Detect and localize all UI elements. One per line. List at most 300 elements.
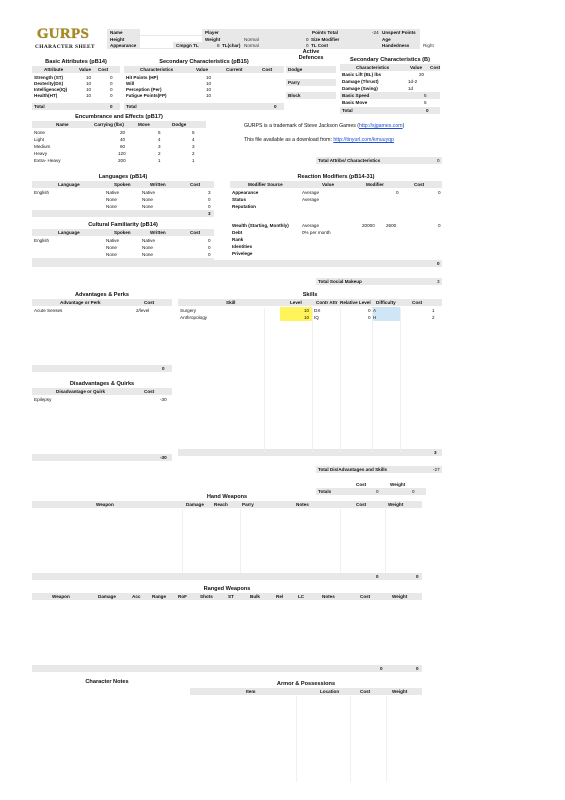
disadvantages-header: [32, 388, 172, 395]
language-cost: 0: [208, 204, 211, 209]
disadvantage-row[interactable]: [32, 396, 172, 403]
block-label: Block: [288, 93, 301, 98]
cultural-row[interactable]: [32, 251, 214, 258]
cultural-lang[interactable]: English: [34, 238, 50, 243]
secondary-pb15-header: [124, 66, 284, 73]
download-text: This file available as a download from:: [244, 137, 334, 143]
logo-subtitle: CHARACTER SHEET: [34, 44, 96, 50]
col-advantage: Advantage or Perk: [60, 300, 101, 305]
secb-value[interactable]: 5: [424, 100, 427, 105]
secb-row-bl[interactable]: [340, 71, 440, 78]
encumbrance-table: [32, 121, 206, 165]
col-characteristics: Characteristics: [356, 65, 390, 70]
col-spoken: Spoken: [114, 182, 131, 187]
tl-cost-label: TL Cost: [311, 43, 329, 48]
hand-weapons-table: [32, 501, 422, 581]
skills-table: [178, 299, 442, 457]
cultural-row[interactable]: [32, 237, 214, 244]
secondary-pb15-table: [124, 66, 284, 112]
col-written: Written: [150, 230, 166, 235]
col-dodge: Dodge: [172, 122, 187, 127]
reaction-row-appearance[interactable]: [230, 189, 442, 196]
basic-attributes-header: [32, 66, 120, 73]
col-contr-attr: Contr Attr: [316, 300, 338, 305]
cultural-spoken[interactable]: None: [106, 245, 117, 250]
attr-value[interactable]: 10: [86, 93, 92, 98]
skill-diff[interactable]: H: [373, 315, 377, 320]
enc-row-medium: [32, 143, 206, 150]
cultural-cost: 0: [208, 238, 211, 243]
social-subtotal: 0: [437, 261, 440, 266]
reaction-table: [230, 181, 442, 211]
grid-line: [312, 308, 313, 452]
col-rel: Rel: [276, 594, 284, 599]
sec-name: Hit Points (HP): [126, 75, 159, 80]
handedness-value[interactable]: Right: [423, 43, 434, 48]
skill-row[interactable]: [178, 307, 442, 314]
language-spoken[interactable]: None: [106, 204, 117, 209]
enc-move: 5: [158, 130, 161, 135]
tl-cost-value: 0: [306, 43, 309, 48]
col-value: Value: [196, 67, 209, 72]
total-dis-label: Total Dis/Advantages and Skills: [318, 467, 388, 472]
col-range: Range: [152, 594, 167, 599]
languages-header: [32, 181, 214, 188]
rank-label: Rank: [232, 237, 244, 242]
cultural-written[interactable]: None: [142, 245, 153, 250]
total-attribs-label: Total Attribs/ Characteristics: [318, 158, 381, 163]
character-notes-area[interactable]: [32, 688, 182, 784]
disadvantages-table: [32, 388, 172, 460]
secb-value[interactable]: 20: [419, 72, 425, 77]
attr-value[interactable]: 10: [86, 75, 92, 80]
cultural-spoken[interactable]: None: [106, 252, 117, 257]
disadvantage-name[interactable]: Epilepsy: [34, 397, 52, 402]
attr-cost: 0: [110, 93, 113, 98]
cultural-cost: 0: [208, 252, 211, 257]
advantages-header: [32, 299, 172, 306]
secb-name: Basic Move: [342, 100, 368, 105]
advantages-table: [32, 299, 172, 371]
hand-weapons-header: [32, 501, 422, 508]
cultural-written[interactable]: None: [142, 252, 153, 257]
attr-total-row: [32, 103, 120, 110]
skill-diff[interactable]: A: [373, 308, 377, 313]
skill-row[interactable]: [178, 314, 442, 321]
col-parry: Parry: [242, 502, 254, 507]
attr-total-value: 0: [110, 104, 113, 109]
col-relative-level: Relative Level: [340, 300, 371, 305]
reaction-value[interactable]: Average: [302, 197, 320, 202]
totals-label: Totals: [318, 489, 332, 494]
secb-total-row: [340, 107, 440, 114]
col-notes: Notes: [296, 502, 309, 507]
grid-line: [385, 509, 386, 573]
sec-name: Fatigue Points(FP): [126, 93, 167, 98]
player-label: Player: [205, 30, 219, 35]
sec-total-value: 0: [274, 104, 277, 109]
enc-dodge: 2: [192, 151, 195, 156]
rank-row[interactable]: [230, 236, 442, 243]
skill-name[interactable]: Surgery: [180, 308, 197, 313]
col-move: Move: [138, 122, 150, 127]
totals-cost-value: 0: [376, 489, 379, 494]
reaction-row-status[interactable]: [230, 196, 442, 203]
wealth-start[interactable]: 20000: [362, 223, 375, 228]
enc-name: Extra- Heavy: [34, 158, 61, 163]
age-label: Age: [382, 37, 391, 42]
enc-dodge: 1: [192, 158, 195, 163]
identities-row[interactable]: [230, 243, 442, 250]
grid-line: [340, 509, 341, 573]
logo-title: GURPS: [36, 26, 90, 42]
disadvantage-cost: -30: [160, 397, 167, 402]
col-cost: Cost: [190, 182, 201, 187]
language-row[interactable]: [32, 203, 214, 210]
attr-cost: 0: [110, 75, 113, 80]
handedness-label: Handedness: [382, 43, 410, 48]
totals-weight-label: Weight: [390, 482, 406, 487]
skill-rel[interactable]: 0: [368, 315, 371, 320]
col-language: Language: [58, 230, 80, 235]
debt-row[interactable]: [230, 229, 442, 236]
enc-name: Medium: [34, 144, 51, 149]
enc-move: 4: [158, 137, 161, 142]
enc-row-extra-heavy: [32, 157, 206, 164]
col-spoken: Spoken: [114, 230, 131, 235]
reaction-title: Reaction Modifiers (pB14-31): [297, 174, 375, 180]
col-attribute: Attribute: [44, 67, 64, 72]
ranged-weapons-total-row: [32, 665, 422, 672]
wealth-label: Wealth (Starting, Monthly): [232, 223, 289, 228]
download-link[interactable]: http://tinyurl.com/kmuuyqp: [333, 137, 394, 143]
secondary-pb15-title: Secondary Characteristics (pB15): [159, 59, 249, 65]
sec-row-fp[interactable]: [124, 92, 284, 99]
col-difficulty: Difficulty: [376, 300, 396, 305]
col-notes: Notes: [322, 594, 335, 599]
skill-attr[interactable]: DX: [314, 308, 321, 313]
disadvantages-title: Disadvantages & Quirks: [69, 381, 135, 387]
skill-name[interactable]: Anthropology: [180, 315, 208, 320]
attr-cost: 0: [110, 87, 113, 92]
col-cost: Cost: [262, 67, 273, 72]
col-lc: LC: [298, 594, 305, 599]
col-cost: Cost: [412, 300, 423, 305]
active-defences-title: [288, 49, 334, 61]
skill-rel[interactable]: 0: [368, 308, 371, 313]
col-reach: Reach: [214, 502, 228, 507]
attr-name: Dexterity(DX): [34, 81, 64, 86]
active-title-line1: Active: [302, 49, 320, 55]
trademark-text: GURPS is a trademark of Steve Jackson Games (: [244, 123, 360, 129]
enc-move: 3: [158, 144, 161, 149]
sec-value[interactable]: 10: [206, 93, 212, 98]
appearance-label: Appearance: [110, 43, 137, 48]
secb-row-swing[interactable]: [340, 85, 440, 92]
cultural-written[interactable]: Native: [142, 238, 156, 243]
grid-line: [372, 308, 373, 452]
tl-char-value[interactable]: Normal: [244, 43, 259, 48]
disadvantages-total-row: [32, 454, 172, 461]
col-modifier: Modifier: [366, 182, 384, 187]
ranged-weapons-total-cost: 0: [380, 666, 383, 671]
parry-label: Parry: [288, 80, 300, 85]
reaction-cost: 0: [438, 190, 441, 195]
secb-name: Basic Speed: [342, 93, 370, 98]
languages-total: 3: [208, 211, 211, 216]
secb-name: Basic Lift (BL) lbs: [342, 72, 382, 77]
hand-weapons-title: Hand Weapons: [206, 494, 248, 500]
col-rof: RoF: [178, 594, 187, 599]
col-weapon: Weapon: [52, 594, 70, 599]
language-cost: 0: [208, 197, 211, 202]
skills-total-row: [178, 449, 442, 456]
col-st: ST: [228, 594, 234, 599]
hand-weapons-total-row: [32, 573, 422, 580]
sjgames-link[interactable]: http://sjgames.com: [359, 123, 403, 129]
col-characteristics: Characteristics: [140, 67, 174, 72]
ranged-weapons-total-weight: 0: [416, 666, 419, 671]
secb-total-label: Total: [342, 108, 353, 113]
advantages-title: Advantages & Perks: [74, 292, 130, 298]
skill-cost: 2: [432, 315, 435, 320]
language-written[interactable]: None: [142, 197, 153, 202]
reaction-name: Status: [232, 197, 247, 202]
reaction-value[interactable]: Average: [302, 190, 320, 195]
grid-line: [350, 696, 351, 782]
basic-attributes-title: Basic Attributes (pB14): [45, 59, 107, 65]
identities-label: Identities: [232, 244, 253, 249]
total-social-label: Total Social Makeup: [318, 279, 362, 284]
language-row[interactable]: [32, 189, 214, 196]
appearance-field[interactable]: [140, 42, 173, 48]
weight-label: Weight: [205, 37, 221, 42]
sec-value[interactable]: 10: [206, 81, 212, 86]
secb-value[interactable]: 1d: [408, 86, 414, 91]
totals-cost-label: Cost: [356, 482, 367, 487]
armor-header: [190, 688, 422, 695]
secb-name: Damage (Swing): [342, 86, 378, 91]
language-row[interactable]: [32, 196, 214, 203]
character-notes-title: Character Notes: [85, 679, 129, 685]
wealth-cost: 0: [438, 223, 441, 228]
debt-label: Debt: [232, 230, 243, 235]
size-modifier-label: Size Modifier: [311, 37, 340, 42]
encumbrance-header: [32, 121, 206, 128]
cultural-cost: 0: [208, 245, 211, 250]
dodge-label: Dodge: [288, 67, 303, 72]
sec-value[interactable]: 10: [206, 87, 212, 92]
reaction-row-reputation[interactable]: [230, 203, 442, 210]
total-dis-value: -27: [433, 467, 440, 472]
enc-carry: 40: [120, 137, 126, 142]
totals-weight-value: 0: [412, 489, 415, 494]
grid-line: [182, 509, 183, 573]
enc-row-light: [32, 136, 206, 143]
enc-row-none: [32, 129, 206, 136]
name-field[interactable]: [140, 29, 202, 35]
col-shots: Shots: [200, 594, 213, 599]
col-weight: Weight: [392, 594, 408, 599]
social-total-row: [32, 260, 442, 267]
enc-name: Heavy: [34, 151, 48, 156]
reaction-header: [230, 181, 442, 188]
hand-weapons-total-cost: 0: [376, 574, 379, 579]
grid-line: [240, 509, 241, 573]
col-damage: Damage: [98, 594, 116, 599]
col-damage: Damage: [186, 502, 204, 507]
sec-total-row: [124, 103, 284, 110]
col-location: Location: [320, 689, 340, 694]
secondary-b-header: [340, 64, 440, 71]
col-skill: Skill: [226, 300, 236, 305]
language-written[interactable]: None: [142, 204, 153, 209]
download-notice: [244, 138, 394, 144]
language-name[interactable]: English: [34, 190, 50, 195]
col-item: Item: [246, 689, 256, 694]
secondary-b-title: Secondary Characteristics (B): [350, 57, 430, 63]
points-total-label: Points Total: [312, 30, 338, 35]
secb-row-move[interactable]: [340, 99, 440, 106]
debt-value[interactable]: 0% per month: [302, 230, 331, 235]
enc-name: Light: [34, 137, 44, 142]
wealth-row[interactable]: [230, 222, 442, 229]
languages-total-row: [32, 210, 214, 217]
skills-header: [178, 299, 442, 306]
cmpgn-tl-label: Cmpgn TL: [176, 43, 199, 48]
enc-carry: 120: [118, 151, 126, 156]
ranged-weapons-title: Ranged Weapons: [203, 586, 251, 592]
col-value: Value: [322, 182, 335, 187]
privelege-label: Privelege: [232, 251, 253, 256]
col-cost: Cost: [190, 230, 201, 235]
ranged-weapons-table: [32, 593, 422, 673]
grid-line: [400, 308, 401, 452]
enc-carry: 200: [118, 158, 126, 163]
secondary-b-table: [340, 64, 440, 116]
attr-value[interactable]: 10: [86, 87, 92, 92]
grid-line: [340, 308, 341, 452]
cultural-row[interactable]: [32, 244, 214, 251]
attr-row-ht[interactable]: [32, 92, 120, 99]
sec-name: Perception (Per): [126, 87, 162, 92]
cultural-spoken[interactable]: Native: [106, 238, 120, 243]
secb-value[interactable]: 1d-2: [408, 79, 418, 84]
total-social-value: 3: [437, 279, 440, 284]
skill-cost: 1: [432, 308, 435, 313]
languages-title: Languages (pB14): [98, 174, 148, 180]
col-name: Name: [56, 122, 69, 127]
cultural-title: Cultural Familiarity (pB14): [88, 222, 158, 228]
enc-carry: 60: [120, 144, 126, 149]
col-value: Value: [79, 67, 92, 72]
wealth-monthly[interactable]: 2600: [386, 223, 397, 228]
col-modifier-source: Modifier Source: [248, 182, 283, 187]
ranged-weapons-header: [32, 593, 422, 600]
secb-total-value: 0: [426, 108, 429, 113]
active-title-line2: Defences: [298, 55, 324, 62]
tl-char-label: TL(char): [222, 43, 241, 48]
advantage-row[interactable]: [32, 307, 172, 314]
hand-weapons-total-weight: 0: [416, 574, 419, 579]
enc-move: 2: [158, 151, 161, 156]
col-cost: Cost: [144, 300, 155, 305]
col-current: Current: [226, 67, 243, 72]
col-weight: Weight: [392, 689, 408, 694]
encumbrance-title: Encumbrance and Effects (pB17): [75, 114, 163, 120]
language-spoken[interactable]: None: [106, 197, 117, 202]
sec-total-label: Total: [126, 104, 137, 109]
attr-name: Intelligence(IQ): [34, 87, 68, 92]
attr-name: Health(HT): [34, 93, 58, 98]
enc-dodge: 4: [192, 137, 195, 142]
sec-name: Will: [126, 81, 135, 86]
points-total-value[interactable]: -24: [372, 30, 379, 35]
size-modifier-value[interactable]: 0: [306, 37, 309, 42]
wealth-value[interactable]: Average: [302, 223, 320, 228]
enc-move: 1: [158, 158, 161, 163]
grid-line: [386, 696, 387, 782]
col-cost: Cost: [360, 689, 371, 694]
col-acc: Acc: [132, 594, 141, 599]
enc-carry: 20: [120, 130, 126, 135]
secb-row-speed[interactable]: [340, 92, 440, 99]
language-spoken[interactable]: Native: [106, 190, 120, 195]
col-bulk: Bulk: [250, 594, 260, 599]
advantage-name[interactable]: Acute Senses: [34, 308, 63, 313]
secb-name: Damage (Thrust): [342, 79, 379, 84]
advantages-total-row: [32, 365, 172, 372]
col-weight: Weight: [388, 502, 404, 507]
language-cost: 3: [208, 190, 211, 195]
attr-cost: 0: [110, 81, 113, 86]
cmpgn-tl-value[interactable]: 8: [217, 43, 220, 48]
col-weapon: Weapon: [96, 502, 114, 507]
col-cost: Cost: [144, 389, 155, 394]
enc-dodge: 3: [192, 144, 195, 149]
gurps-logo: [32, 24, 98, 54]
weight-value[interactable]: Normal: [244, 37, 259, 42]
col-cost: Cost: [98, 67, 109, 72]
disadvantages-total: -30: [160, 455, 167, 460]
col-value: Value: [410, 65, 423, 70]
secb-value[interactable]: 5: [424, 93, 427, 98]
grid-line: [296, 696, 297, 782]
col-carrying: Carrying (lbs): [94, 122, 124, 127]
skill-attr[interactable]: IQ: [314, 315, 319, 320]
skill-level: 10: [304, 315, 310, 320]
skills-title: Skills: [302, 292, 318, 298]
advantage-cost: 2/level: [136, 308, 150, 313]
basic-attributes-table: [32, 66, 120, 112]
secb-row-thrust[interactable]: [340, 78, 440, 85]
language-written[interactable]: Native: [142, 190, 156, 195]
enc-name: None: [34, 130, 45, 135]
armor-title: Armor & Possessions: [276, 681, 336, 687]
col-cost: Cost: [414, 182, 425, 187]
grid-line: [264, 308, 265, 452]
skill-level: 10: [304, 308, 310, 313]
enc-row-heavy: [32, 150, 206, 157]
height-label: Height: [110, 37, 125, 42]
trademark-close: ): [402, 123, 405, 129]
armor-table: [190, 688, 422, 784]
reaction-name: Reputation: [232, 204, 256, 209]
col-cost: Cost: [430, 65, 441, 70]
privelege-row[interactable]: [230, 250, 442, 257]
attr-value[interactable]: 10: [86, 81, 92, 86]
sec-value[interactable]: 10: [206, 75, 212, 80]
